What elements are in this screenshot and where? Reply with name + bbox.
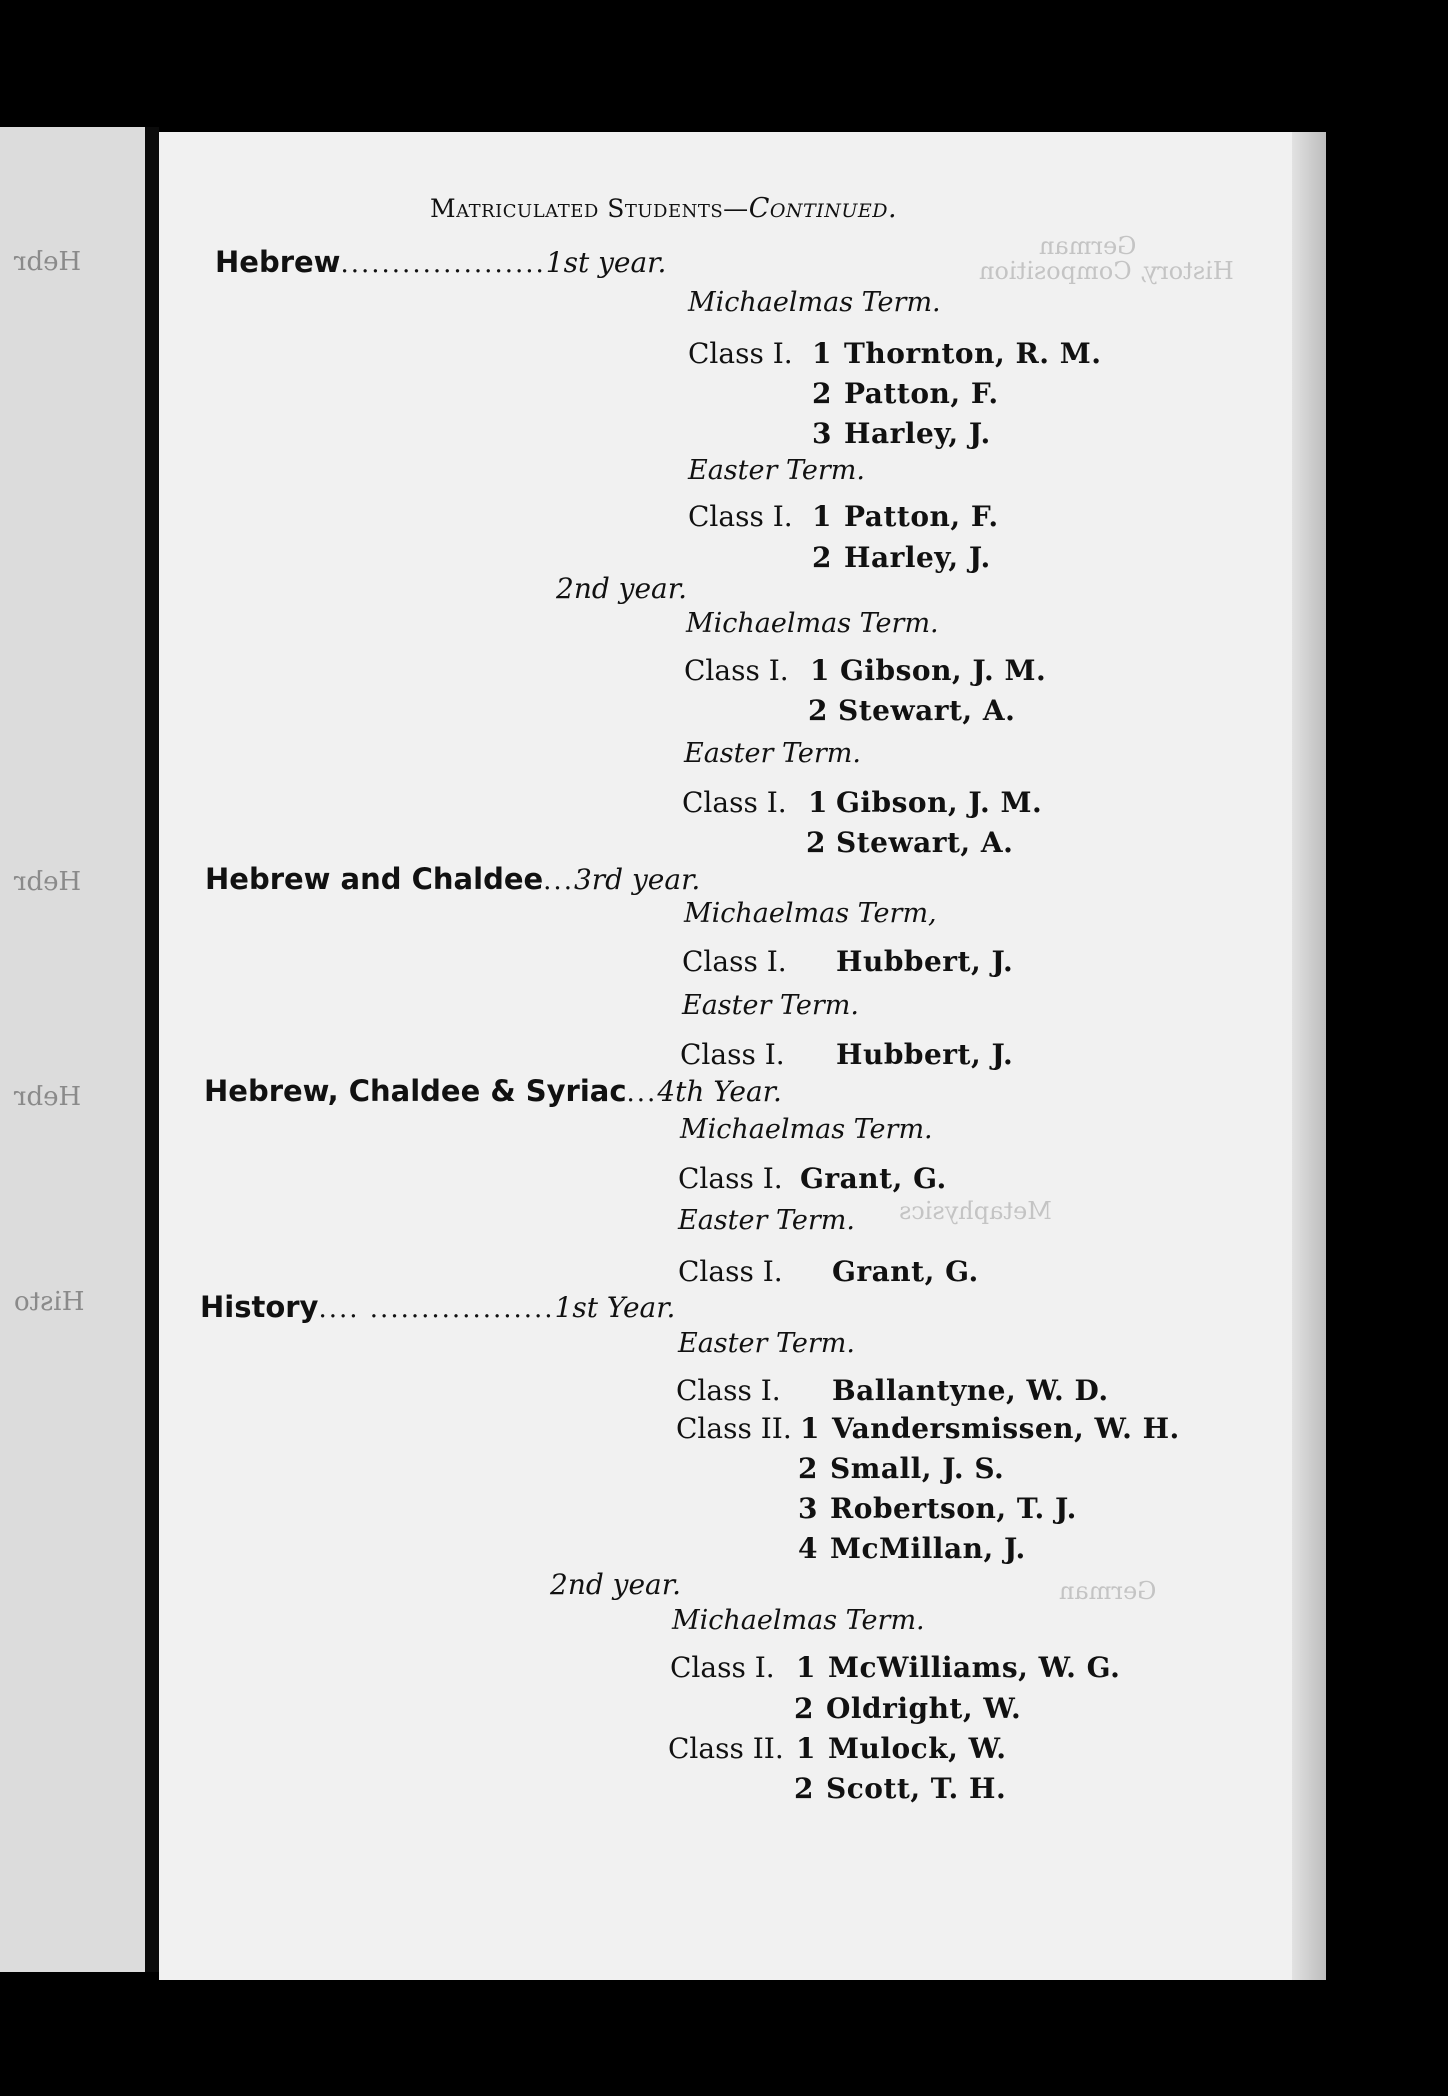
term-heading: Easter Term. — [684, 738, 861, 769]
bleed-through-text: Metaphysics — [899, 1197, 1052, 1225]
subject-title: Hebrew, Chaldee & Syriac — [204, 1074, 627, 1108]
rank-number: 2 — [794, 1772, 814, 1805]
bleed-through-text: German — [1039, 232, 1137, 260]
student-name: Patton, F. — [844, 377, 999, 410]
student-name: Mulock, W. — [828, 1732, 1007, 1765]
student-name: Thornton, R. M. — [844, 337, 1102, 370]
term-heading: Easter Term. — [682, 990, 859, 1021]
student-name: Robertson, T. J. — [830, 1492, 1077, 1525]
bleed-through-text: History, Composition — [979, 257, 1234, 285]
rank-number: 1 — [796, 1651, 816, 1684]
student-name: Scott, T. H. — [826, 1772, 1007, 1805]
subject-title: Hebrew — [215, 245, 341, 279]
subject-row — [205, 862, 700, 896]
left-page-text: Hebr — [14, 867, 82, 897]
rank-number: 3 — [812, 417, 832, 450]
term-heading: Easter Term. — [678, 1205, 855, 1236]
rank-number: 2 — [812, 377, 832, 410]
term-heading: Michaelmas Term. — [680, 1114, 933, 1145]
rank-number: 1 — [796, 1732, 816, 1765]
student-name: Ballantyne, W. D. — [832, 1374, 1109, 1407]
leader-dots: ... — [626, 1078, 658, 1108]
rank-number: 2 — [798, 1452, 818, 1485]
year-label: 3rd year. — [573, 863, 701, 896]
student-name: Hubbert, J. — [836, 945, 1014, 978]
subject-row — [200, 1290, 675, 1324]
student-name: Gibson, J. M. — [840, 654, 1047, 687]
left-page-text: Hebr — [14, 247, 82, 277]
left-page-text: Histo — [14, 1287, 85, 1317]
student-name: Small, J. S. — [830, 1452, 1005, 1485]
class-label: Class I. — [670, 1651, 775, 1684]
student-name: Patton, F. — [844, 500, 999, 533]
student-name: Harley, J. — [844, 541, 991, 574]
year-label: 1st year. — [545, 246, 667, 279]
page-header — [430, 193, 897, 224]
class-label: Class II. — [676, 1412, 792, 1445]
class-label: Class I. — [676, 1374, 781, 1407]
rank-number: 1 — [808, 786, 828, 819]
term-heading: Easter Term. — [688, 455, 865, 486]
book-gutter — [145, 127, 159, 1972]
student-name: Stewart, A. — [838, 694, 1016, 727]
class-label: Class I. — [678, 1162, 783, 1195]
rank-number: 4 — [798, 1532, 818, 1565]
year-label: 2nd year. — [556, 572, 687, 605]
class-label: Class I. — [688, 500, 793, 533]
rank-number: 2 — [808, 694, 828, 727]
year-label: 4th Year. — [657, 1075, 782, 1108]
class-label: Class II. — [668, 1732, 784, 1765]
header-title: Matriculated Students— — [430, 194, 749, 223]
class-label: Class I. — [682, 945, 787, 978]
class-label: Class I. — [688, 337, 793, 370]
year-label: 1st Year. — [554, 1291, 676, 1324]
student-name: Oldright, W. — [826, 1692, 1022, 1725]
student-name: Harley, J. — [844, 417, 991, 450]
subject-row — [204, 1074, 782, 1108]
rank-number: 1 — [812, 500, 832, 533]
term-heading: Michaelmas Term. — [672, 1605, 925, 1636]
leader-dots: .................... — [340, 249, 546, 279]
student-name: Hubbert, J. — [836, 1038, 1014, 1071]
page-edge — [1292, 132, 1326, 1980]
year-label: 2nd year. — [550, 1568, 681, 1601]
bleed-through-text: German — [1059, 1577, 1157, 1605]
rank-number: 1 — [812, 337, 832, 370]
student-name: Grant, G. — [800, 1162, 947, 1195]
term-heading: Michaelmas Term, — [684, 898, 937, 929]
student-name: Vandersmissen, W. H. — [832, 1412, 1180, 1445]
subject-title: History — [200, 1290, 319, 1324]
leader-dots: .... .................. — [318, 1294, 555, 1324]
leader-dots: ... — [543, 866, 574, 896]
class-label: Class I. — [684, 654, 789, 687]
rank-number: 1 — [800, 1412, 820, 1445]
term-heading: Michaelmas Term. — [686, 608, 939, 639]
class-label: Class I. — [680, 1038, 785, 1071]
rank-number: 2 — [812, 541, 832, 574]
rank-number: 1 — [810, 654, 830, 687]
student-name: McWilliams, W. G. — [828, 1651, 1121, 1684]
term-heading: Easter Term. — [678, 1328, 855, 1359]
rank-number: 3 — [798, 1492, 818, 1525]
student-name: Stewart, A. — [836, 826, 1014, 859]
student-name: McMillan, J. — [830, 1532, 1026, 1565]
subject-title: Hebrew and Chaldee — [205, 862, 544, 896]
rank-number: 2 — [794, 1692, 814, 1725]
class-label: Class I. — [682, 786, 787, 819]
header-continued: Continued. — [748, 193, 898, 224]
term-heading: Michaelmas Term. — [688, 287, 941, 318]
left-page-text: Hebr — [14, 1082, 82, 1112]
subject-row — [215, 245, 666, 279]
student-name: Grant, G. — [832, 1255, 979, 1288]
rank-number: 2 — [806, 826, 826, 859]
left-page-fragment — [0, 127, 145, 1972]
student-name: Gibson, J. M. — [836, 786, 1043, 819]
class-label: Class I. — [678, 1255, 783, 1288]
